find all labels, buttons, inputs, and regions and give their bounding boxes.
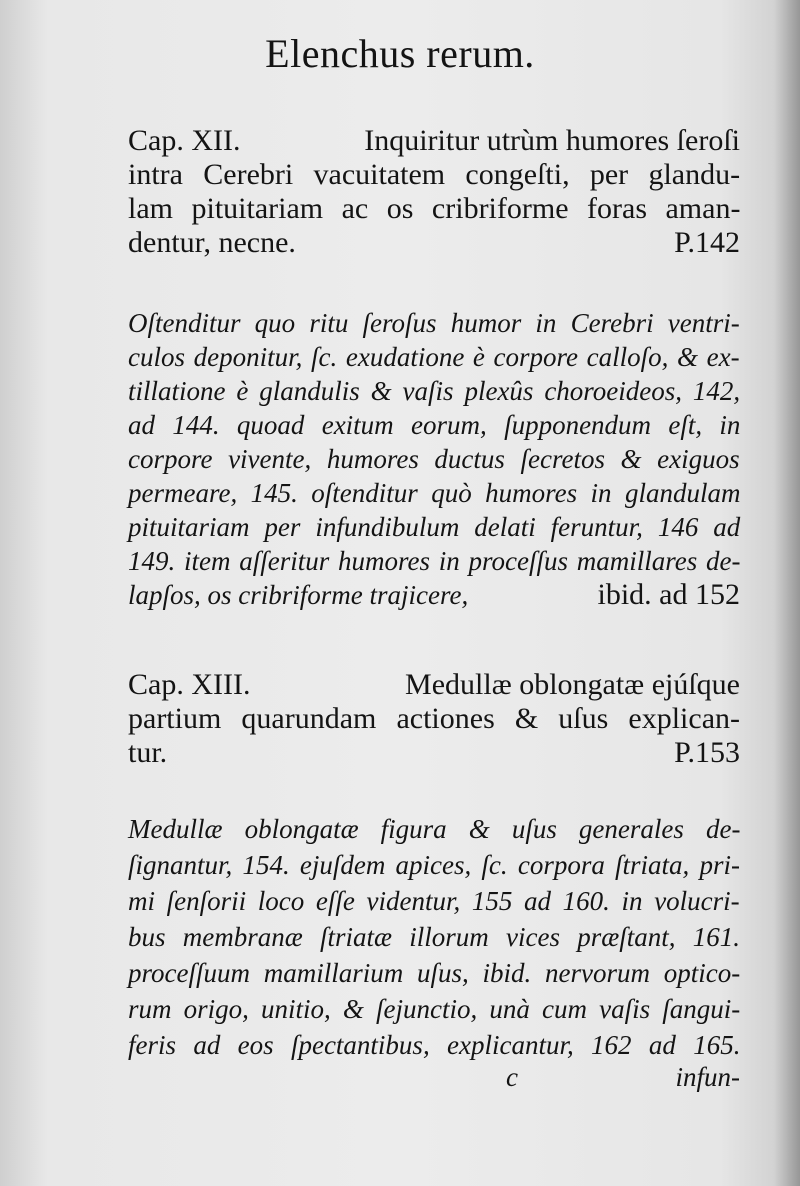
summary-line-last: lapſos, os cribriforme trajicere, [128, 580, 469, 610]
signature-mark: c [506, 1062, 518, 1092]
heading-line-1: Medullæ oblongatæ ejúſque [405, 668, 740, 701]
summary-line: rum origo, unitio, & ſejunctio, unà cum vaſis ſangui- [128, 994, 741, 1024]
catchword: infun- [675, 1062, 740, 1092]
heading-line-1: Inquiritur utrùm humores ſeroſi [364, 124, 740, 157]
heading-line-3: tur. [128, 736, 168, 769]
page-reference: P.142 [674, 226, 740, 259]
summary-line: ad 144. quoad exitum eorum, ſupponendum eſt, in [128, 410, 741, 440]
summary-line: Medullæ oblongatæ figura & uſus generales de- [128, 814, 741, 844]
summary-line: Oſtenditur quo ritu ſeroſus humor in Cerebri ventri- [128, 308, 740, 338]
summary-line: ſignantur, 154. ejuſdem apices, ſc. corpora ſtriata, pri- [128, 850, 740, 880]
chapter-label: Cap. [128, 668, 184, 701]
summary-line: 149. item aſſeritur humores in proceſſus mamillares de- [128, 546, 741, 576]
running-head: Elenchus rerum. [265, 31, 535, 76]
summary-line: permeare, 145. oſtenditur quò humores in glandulam [128, 478, 741, 508]
page-edge-shadow [774, 0, 800, 1186]
summary-line: bus membranæ ſtriatæ illorum vices præſtant, 161. [128, 922, 741, 952]
heading-line-2: intra Cerebri vacuitatem congeſti, per glandu- [128, 158, 741, 191]
summary-line: pituitariam per infundibulum delati feruntur, 146 ad [128, 512, 741, 542]
summary-line: mi ſenſorii loco eſſe videntur, 155 ad 160. in volucri- [128, 886, 740, 916]
summary-line: feris ad eos ſpectantibus, explicantur, 162 ad 165. [128, 1030, 741, 1060]
heading-line-2: partium quarundam actiones & uſus explican- [128, 702, 741, 735]
summary-line: proceſſuum mamillarium uſus, ibid. nervorum optico- [128, 958, 741, 988]
heading-line-3: lam pituitariam ac os cribriforme foras aman- [128, 192, 741, 225]
heading-line-4: dentur, necne. [128, 226, 296, 259]
summary-line: culos deponitur, ſc. exudatione è corpore calloſo, & ex- [128, 342, 740, 372]
summary-line: tillatione è glandulis & vaſis plexûs choroeideos, 142, [128, 376, 741, 406]
chapter-label: Cap. [128, 124, 184, 157]
page-reference: P.153 [674, 736, 740, 769]
chapter-number: XII. [191, 124, 241, 157]
chapter-number: XIII. [191, 668, 251, 701]
summary-line: corpore vivente, humores ductus ſecretos & exiguos [128, 444, 740, 474]
ibid-reference: ibid. ad 152 [597, 578, 740, 611]
